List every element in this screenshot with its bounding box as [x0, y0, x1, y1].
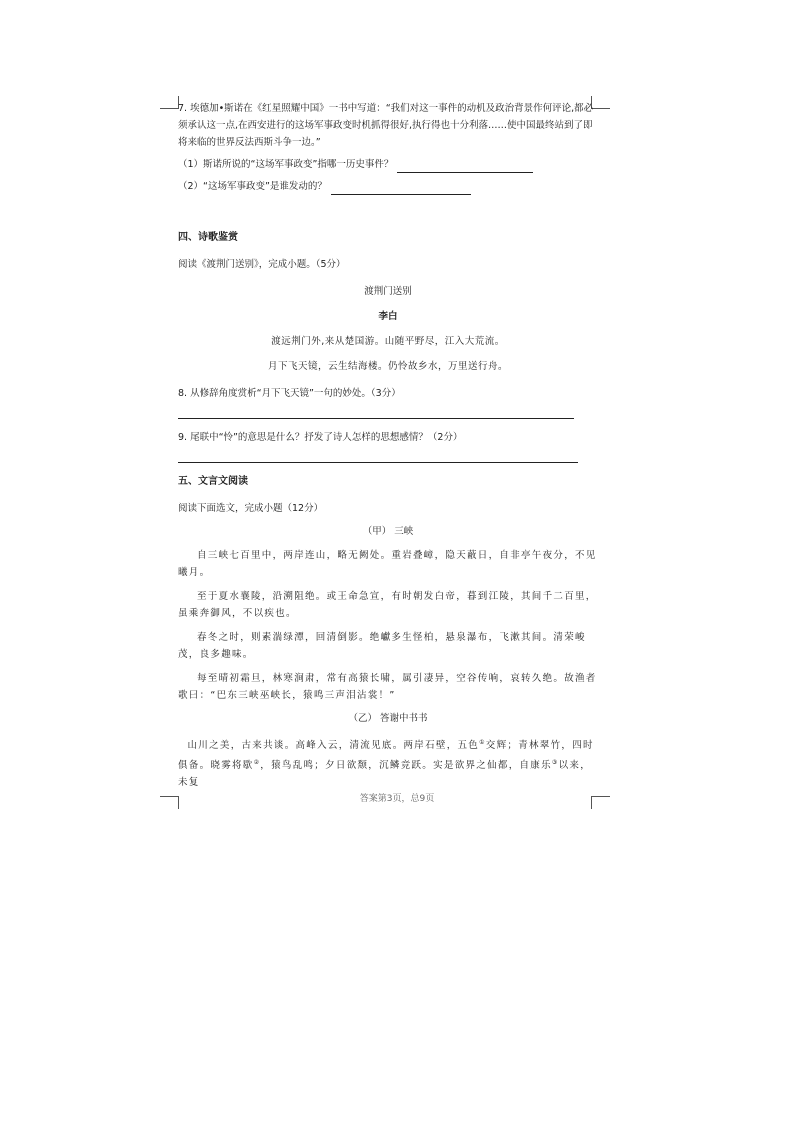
- question-7-sub1-text: （1）斯诺所说的“这场军事政变”指哪一历史事件？: [178, 159, 394, 170]
- passage-b-title: （乙） 答谢中书书: [348, 713, 428, 724]
- passage-b-text-b: 交辉；青林翠竹，四时俱备。晓雾将歇: [178, 740, 594, 772]
- passage-b-paragraph-1: [178, 734, 598, 791]
- poem-line-2: 月下飞天镜，云生结海楼。仍怜故乡水，万里送行舟。: [267, 361, 508, 372]
- question-7-sub2: [178, 178, 598, 195]
- page-content: [178, 100, 598, 791]
- passage-a-paragraph-2: 至于夏水襄陵，沿溯阻绝。或王命急宣，有时朝发白帝，暮到江陵，其间千二百里，虽乘奔御风，不以疾也。: [178, 591, 597, 619]
- passage-a-paragraph-1: 自三峡七百里中，两岸连山，略无阙处。重岩叠嶂，隐天蔽日，自非亭午夜分，不见曦月。: [178, 550, 597, 578]
- page-footer: 答案第3页，总9页: [359, 794, 435, 804]
- passage-a-title: （甲） 三峡: [362, 526, 414, 537]
- footnote-marker-2: ②: [253, 759, 261, 767]
- passage-b-text-a: 山川之美，古来共谈。高峰入云，清流见底。两岸石壁，五色: [187, 740, 480, 752]
- crop-mark-top-left: [160, 96, 179, 109]
- section-title-classical: 五、文言文阅读: [178, 476, 248, 487]
- question-7-sub1: [178, 156, 598, 173]
- answer-line-9[interactable]: [178, 448, 578, 463]
- answer-blank-7-1[interactable]: [397, 161, 533, 173]
- classical-intro: 阅读下面选文，完成小题（12分）: [178, 503, 324, 514]
- question-9: 9. 尾联中“怜”的意思是什么？抒发了诗人怎样的思想感情？（2分）: [178, 432, 463, 443]
- passage-a-paragraph-4: 每至晴初霜旦，林寒涧肃，常有高猿长啸，属引凄异，空谷传响，哀转久绝。故渔者歌曰：“巴东三峡巫峡长，猿鸣三声泪沾裳！”: [178, 673, 597, 701]
- poem-line-1: 渡远荆门外,来从楚国游。山随平野尽，江入大荒流。: [271, 336, 505, 347]
- passage-b-text-d: 以来，未复: [178, 760, 591, 789]
- poetry-intro: 阅读《渡荆门送别》，完成小题。（5分）: [178, 259, 346, 270]
- passage-b-text-c: ，猿鸟乱鸣；夕日欲颓，沉鳞竞跃。实是欲界之仙都，自康乐: [260, 760, 552, 772]
- question-7-sub2-text: （2）“这场军事政变”是谁发动的？: [178, 181, 327, 192]
- question-7-stem: 7. 埃德加•斯诺在《红星照耀中国》一书中写道：“我们对这一事件的动机及政治背景作何评论,都必须承认这一点,在西安进行的这场军事政变时机抓得很好,执行得也十分利落……使中国最终站到了即将来临的世界反法西斯斗争一边。”: [178, 103, 594, 148]
- footnote-marker-1: ①: [479, 739, 486, 746]
- passage-a-paragraph-3: 春冬之时，则素湍绿潭，回清倒影。绝巘多生怪柏，悬泉瀑布，飞漱其间。清荣峻茂，良多趣味。: [178, 632, 586, 660]
- section-title-poetry: 四、诗歌鉴赏: [178, 232, 238, 243]
- poem-author: 李白: [378, 311, 398, 322]
- question-8: 8. 从修辞角度赏析“月下飞天镜”一句的妙处。（3分）: [178, 388, 401, 399]
- answer-blank-7-2[interactable]: [331, 183, 471, 195]
- answer-line-8[interactable]: [178, 404, 574, 419]
- poem-title: 渡荆门送别: [364, 286, 412, 297]
- footnote-marker-3: ③: [551, 759, 559, 767]
